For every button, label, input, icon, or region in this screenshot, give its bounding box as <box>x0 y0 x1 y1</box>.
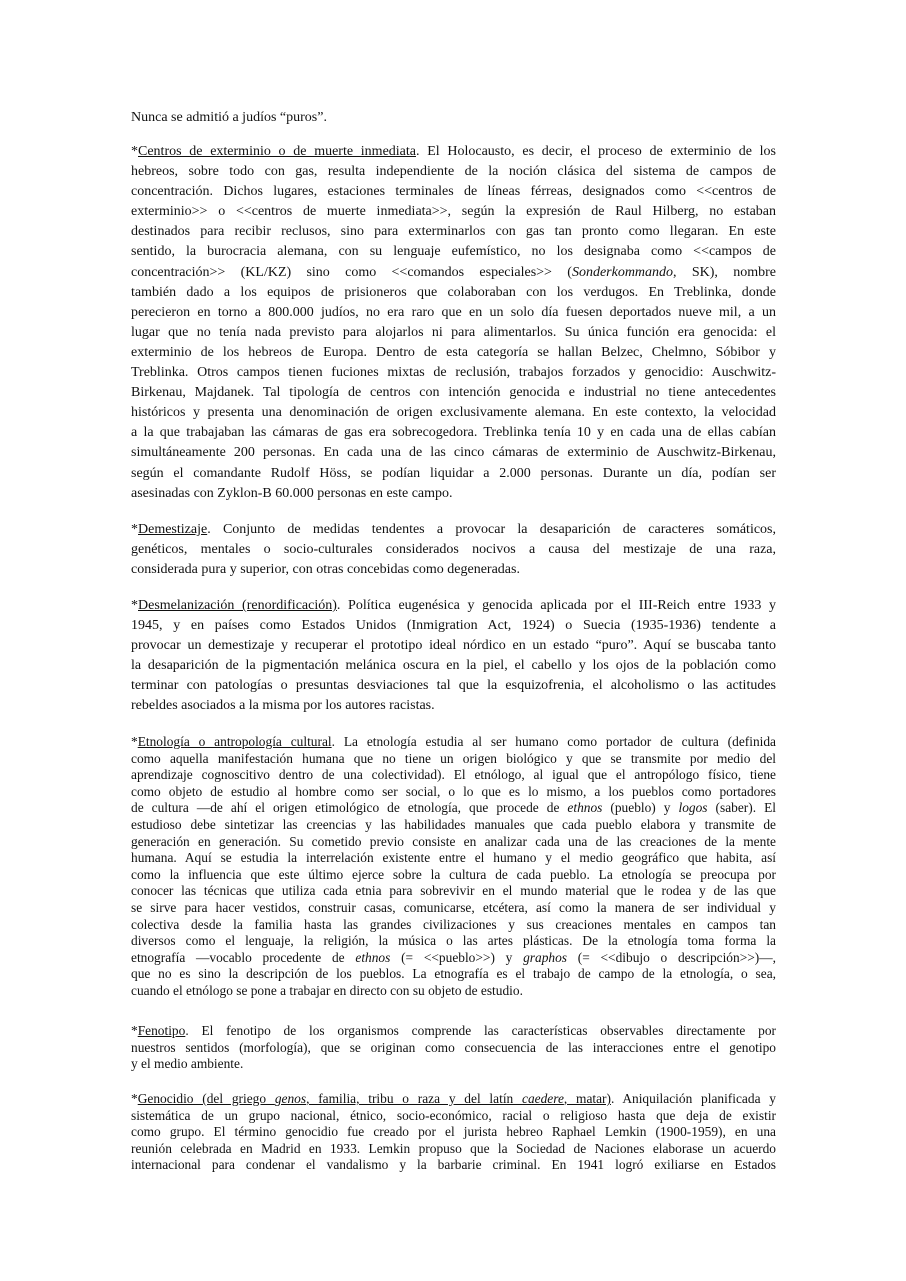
text-run: . Aniquilación planificada y <box>610 1091 776 1106</box>
text-run: concentración>> (KL/KZ) sino como <<comandos especiales>> ( <box>131 264 572 280</box>
text-run: (saber). El <box>707 800 776 816</box>
text-line: sistemática de un grupo nacional, étnico, socio-económico, racial o religioso hasta que deja de existir <box>131 1107 776 1123</box>
italic-term: ethnos <box>567 800 603 816</box>
text-line <box>131 734 776 751</box>
text-line <box>131 142 776 162</box>
text-run: etnografía —vocablo procedente de <box>131 949 356 965</box>
text-run: (= <<pueblo>>) y <box>390 949 524 965</box>
italic-term: graphos <box>523 949 568 965</box>
term-heading: Fenotipo <box>137 1023 186 1038</box>
term-heading: , familia, tribu o raza y del latín <box>306 1091 523 1106</box>
term-heading: genos <box>274 1091 307 1106</box>
text-run: * <box>131 598 138 613</box>
italic-term: Sonderkommando <box>571 264 674 280</box>
text-line: como la influencia que este último ejerce sobre la cultura de cada pueblo. La etnología se preocupa por <box>131 866 776 882</box>
text-run: * <box>131 1023 138 1038</box>
text-line <box>131 800 776 817</box>
text-run: (pueblo) y <box>602 800 679 816</box>
text-run: * <box>131 1091 138 1106</box>
text-line: como grupo. El término genocidio fue creado por el jurista hebreo Raphael Lemkin (1900-1959), en una <box>131 1124 776 1140</box>
text-run: . La etnología estudia al ser humano como portador de cultura (definida <box>331 734 776 749</box>
text-line: asesinadas con Zyklon-B 60.000 personas en este campo. <box>131 485 453 501</box>
text-line: perecieron en torno a 800.000 judíos, no era raro que en un solo día fuesen deportados nueve mil, a un <box>131 304 776 320</box>
text-line: rebeldes asociados a la misma por los autores racistas. <box>131 698 435 714</box>
text-line: y el medio ambiente. <box>131 1056 244 1072</box>
term-heading: Etnología o antropología cultural <box>137 734 332 749</box>
text-line: históricos y presenta una denominación de origen exclusivamente alemana. En este contexto, la velocidad <box>131 405 776 421</box>
paragraph-genocidio <box>131 1091 776 1174</box>
text-line: a la que trabajaban las cámaras de gas era sobrecogedora. Treblinka tenía 10 y en cada una de ellas cabían <box>131 425 776 441</box>
text-run: . Conjunto de medidas tendentes a provocar la desaparición de caracteres somáticos, <box>207 522 776 537</box>
text-line: simultáneamente 200 personas. En cada una de las cinco cámaras de exterminio de Auschwitz-Birkenau, <box>131 445 776 461</box>
text-line: lugar que no tenía nada previsto para alojarlos ni para alimentarlos. Su única función era genocida: el <box>131 324 776 340</box>
paragraph-fenotipo <box>131 1023 776 1073</box>
text-line: concentración. Dichos lugares, estaciones terminales de líneas férreas, designados como <<centros de <box>131 184 776 200</box>
text-line: reunión celebrada en Madrid en 1933. Lemkin propuso que la Sociedad de Naciones elaborase un acuerdo <box>131 1140 776 1156</box>
text-line <box>131 520 776 540</box>
term-heading: Genocidio (del griego <box>137 1091 275 1106</box>
text-line: la desaparición de la pigmentación melánica oscura en la piel, el cabello y los ojos de la población como <box>131 658 776 674</box>
text-line: internacional para condenar el vandalismo y la barbarie criminal. En 1941 logró exiliarse en Estados <box>131 1157 776 1173</box>
text-line: exterminio de los hebreos de Europa. Dentro de esta categoría se hallan Belzec, Chelmno, Sóbibor y <box>131 344 776 360</box>
text-line: genéticos, mentales o socio-culturales considerados nocivos a causa del mestizaje de una raza, <box>131 542 776 558</box>
text-run: * <box>131 144 138 159</box>
text-line <box>131 1091 776 1108</box>
term-heading: Demestizaje <box>138 522 208 537</box>
italic-term: logos <box>678 800 708 816</box>
term-heading: , matar) <box>563 1091 611 1106</box>
text-line: colectiva desde la familia hasta las grandes civilizaciones y sus creaciones mentales en campos tan <box>131 916 776 932</box>
text-line: terminar con patologías o presuntas desviaciones tal que la esquizofrenia, el alcoholismo o las actitudes <box>131 678 776 694</box>
text-line <box>131 950 776 967</box>
text-line: estudioso debe sintetizar las creencias y las habilidades manuales que cada pueblo elabora y transmite de <box>131 816 776 832</box>
text-line: Nunca se admitió a judíos “puros”. <box>131 110 327 125</box>
text-line: nuestros sentidos (morfología), que se originan como consecuencia de las interacciones entre el genotipo <box>131 1039 776 1055</box>
text-run: * <box>131 522 138 537</box>
text-line: exterminio>> o <<centros de muerte inmediata>>, según la expresión de Raul Hilberg, no estaban <box>131 204 776 220</box>
term-heading: Centros de exterminio o de muerte inmediata <box>138 144 416 159</box>
text-line: aprendizaje cognoscitivo dentro de una colectividad). El etnólogo, al igual que el antropólogo físico, tiene <box>131 767 776 783</box>
text-line: provocar un demestizaje y recuperar el prototipo ideal nórdico en un estado “puro”. Aquí se buscaba tanto <box>131 638 776 654</box>
text-line <box>131 596 776 616</box>
text-run: , SK), nombre <box>673 264 776 280</box>
text-line: como aquella manifestación humana que no tiene un origen biológico y que se transmite por medio del <box>131 750 776 766</box>
text-line: que no es sino la descripción de los pueblos. La etnografía es el trabajo de campo de la etnología, o sea, <box>131 966 776 982</box>
text-line: diversos como el lenguaje, la religión, la música o las artes plásticas. De la etnología toma forma la <box>131 933 776 949</box>
text-line: conocer las técnicas que utiliza cada etnia para sobrevivir en el mundo material que le rodea y de las que <box>131 883 776 899</box>
paragraph-centros-de-exterminio <box>131 142 776 504</box>
text-run: de cultura —de ahí el origen etimológico de etnología, que procede de <box>131 800 568 816</box>
paragraph-intro <box>131 108 776 128</box>
text-run: . El Holocausto, es decir, el proceso de exterminio de los <box>416 144 776 159</box>
text-line: sentido, la burocracia alemana, con su lenguaje eufemístico, no los designaba como <<campos de <box>131 244 776 260</box>
paragraph-demestizaje <box>131 520 776 580</box>
text-run: . Política eugenésica y genocida aplicada por el III-Reich entre 1933 y <box>336 598 776 613</box>
text-line: como objeto de estudio al hombre como ser social, o lo que es lo mismo, a los pueblos como portadores <box>131 783 776 799</box>
text-line <box>131 1023 776 1040</box>
text-line <box>131 263 776 283</box>
text-line: generación en generación. Su cometido previo consiste en analizar cada una de las creaciones de la mente <box>131 833 776 849</box>
text-run: . El fenotipo de los organismos comprende las características observables directamente por <box>185 1023 776 1038</box>
paragraph-desmelanizacion <box>131 596 776 717</box>
text-line: según el comandante Rudolf Höss, se podían liquidar a 2.000 personas. Durante un día, podían ser <box>131 465 776 481</box>
italic-term: ethnos <box>355 949 391 965</box>
text-line: destinados para recibir reclusos, sino para exterminarlos con gas tan pronto como llegaran. En este <box>131 224 776 240</box>
term-heading: Desmelanización (renordificación) <box>138 598 337 613</box>
text-line: se sirve para hacer vestidos, construir casas, comunicarse, etcétera, así como la manera de ser individual y <box>131 899 776 915</box>
text-line: humana. Aquí se estudia la interrelación existente entre el humano y el medio geográfico que habita, así <box>131 850 776 866</box>
text-line: cuando el etnólogo se pone a trabajar en directo con su objeto de estudio. <box>131 982 523 998</box>
paragraph-etnologia <box>131 734 776 1000</box>
text-line: Treblinka. Otros campos tienen fuciones mixtas de reclusión, trabajos forzados y genocidio: Auschwitz- <box>131 365 776 381</box>
text-line: considerada pura y superior, con otras concebidas como degeneradas. <box>131 562 520 578</box>
text-line: 1945, y en países como Estados Unidos (Inmigration Act, 1924) o Suecia (1935-1936) tendente a <box>131 618 776 634</box>
text-line: hebreos, sobre todo con gas, resulta independiente de la noción clásica del sistema de campos de <box>131 164 776 180</box>
term-heading: caedere <box>522 1091 564 1106</box>
text-line: Birkenau, Majdanek. Tal tipología de centros con intención genocida e industrial no tiene antecedentes <box>131 385 776 401</box>
text-line: también dado a los equipos de prisioneros que colaboraban con los verdugos. En Treblinka, donde <box>131 284 776 300</box>
text-run: (= <<dibujo o descripción>>)—, <box>567 949 776 965</box>
text-run: * <box>131 734 138 749</box>
